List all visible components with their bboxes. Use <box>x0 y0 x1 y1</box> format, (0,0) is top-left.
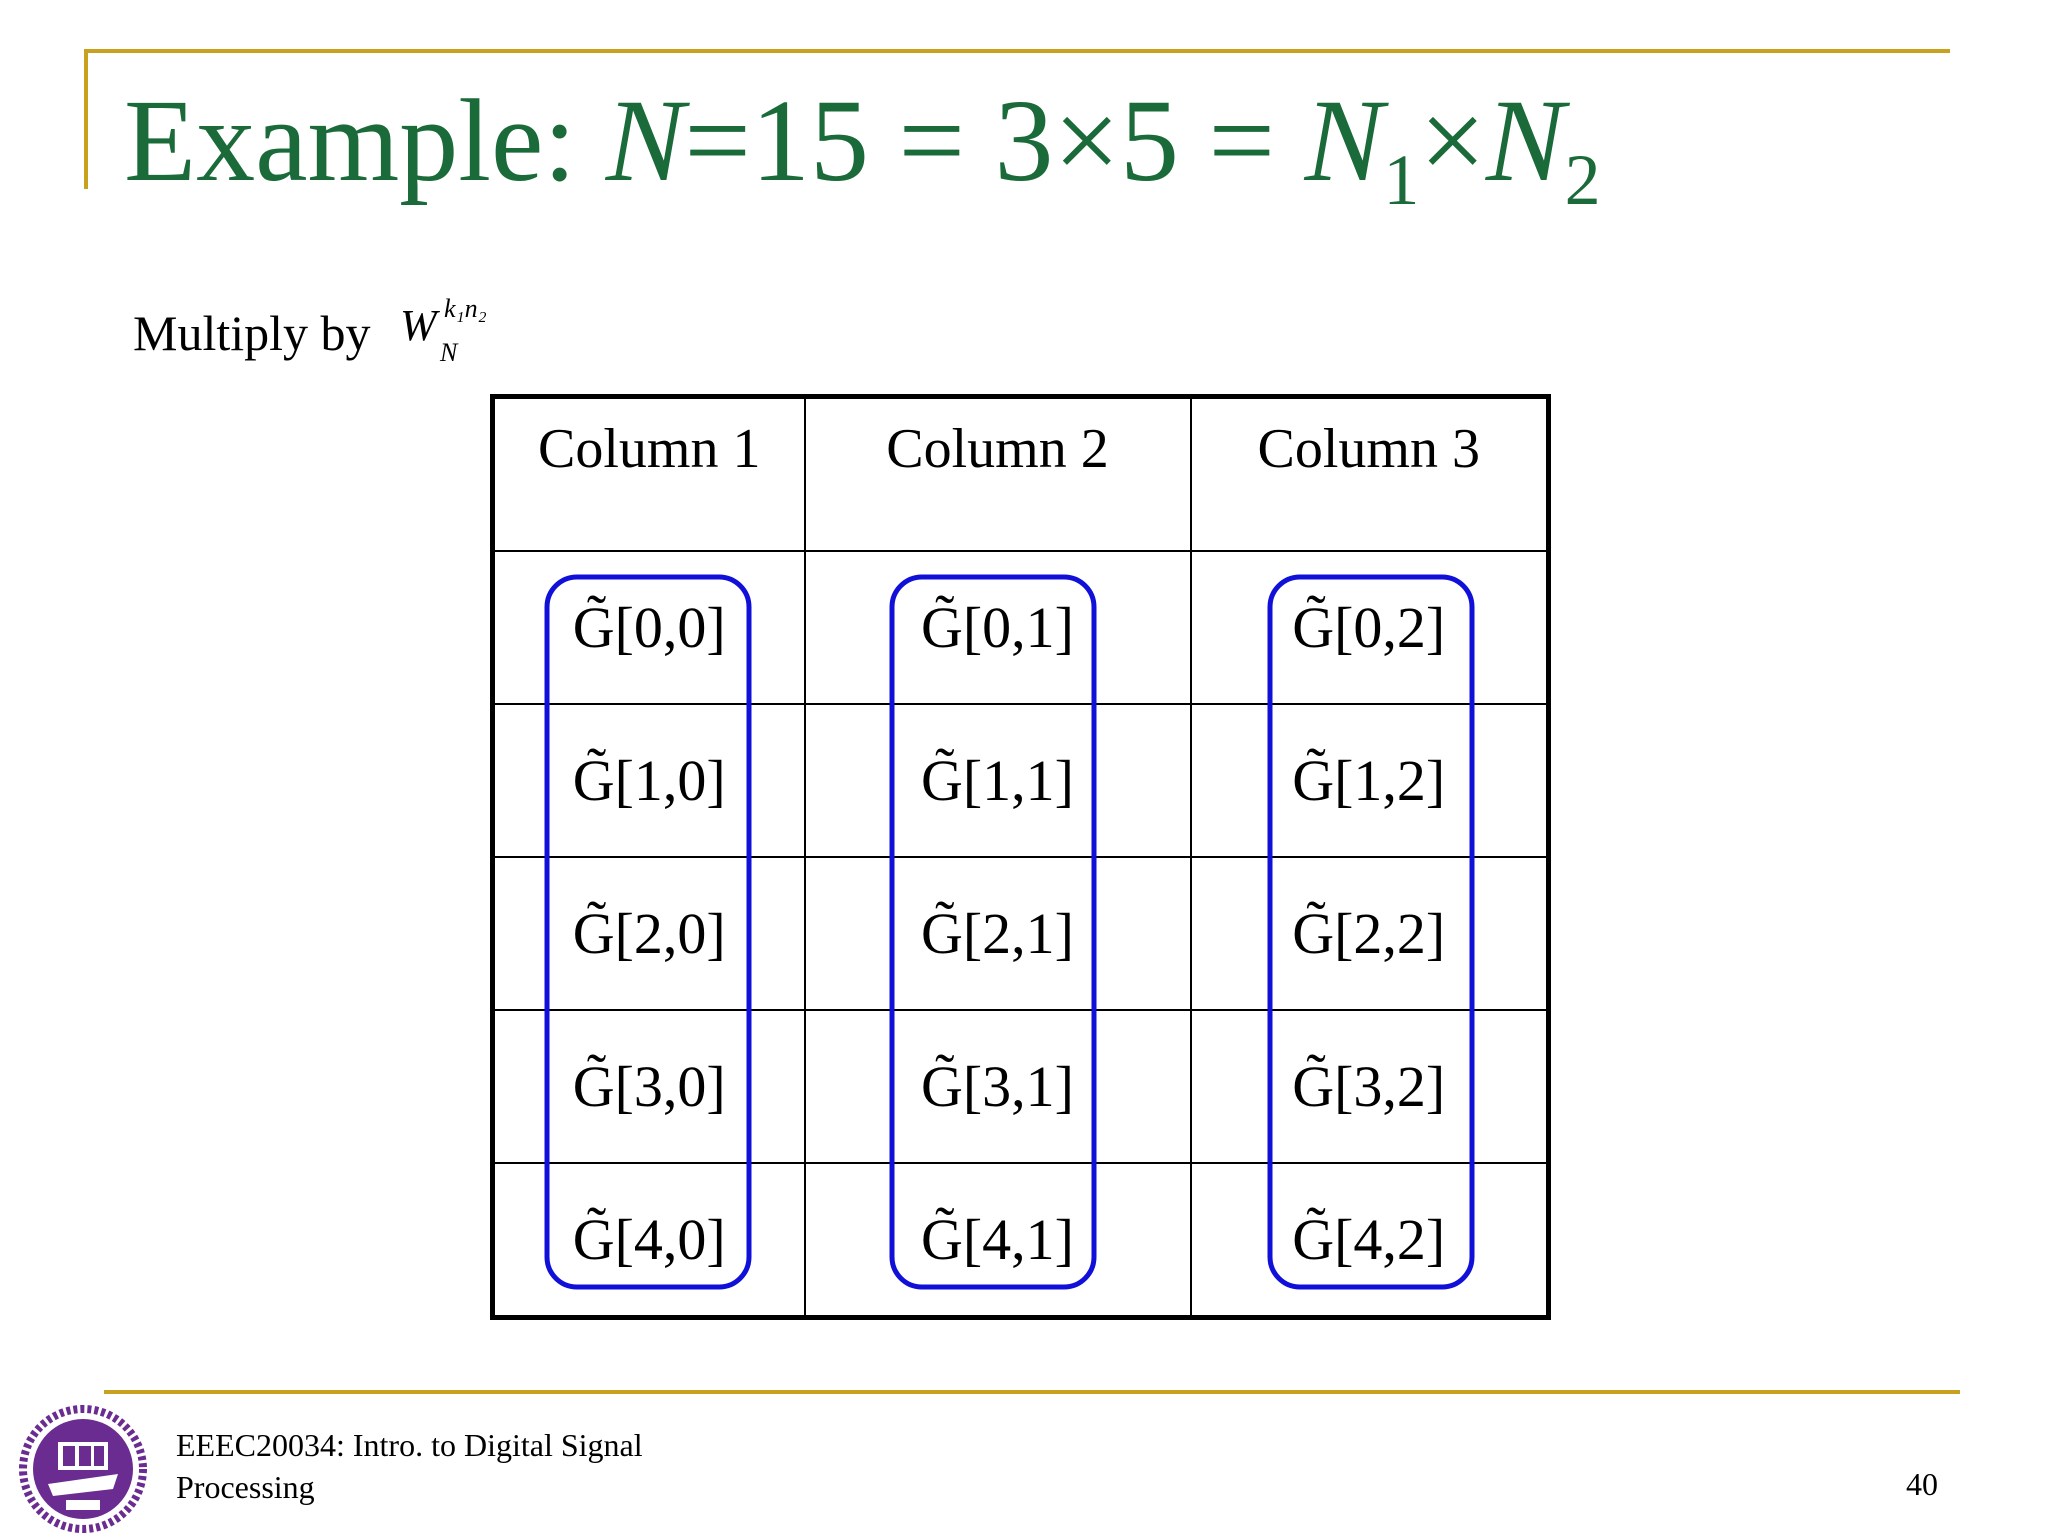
page-number: 40 <box>1906 1466 1938 1502</box>
g-tilde-cell: G̃[0,2] <box>1191 551 1549 704</box>
g-tilde-cell: G̃[0,1] <box>805 551 1191 704</box>
multiply-label: Multiply by <box>133 305 371 361</box>
university-seal-icon <box>18 1404 148 1534</box>
column-header: Column 1 <box>493 397 805 552</box>
g-tilde-cell: G̃[4,2] <box>1191 1163 1549 1318</box>
table-header-row <box>493 397 1549 552</box>
course-name-line-1: EEEC20034: Intro. to Digital Signal <box>176 1427 643 1463</box>
g-tilde-cell: G̃[0,0] <box>493 551 805 704</box>
g-tilde-cell: G̃[4,1] <box>805 1163 1191 1318</box>
g-tilde-cell: G̃[1,2] <box>1191 704 1549 857</box>
g-tilde-table <box>490 394 1551 1320</box>
table-row <box>493 704 1549 857</box>
g-tilde-cell: G̃[3,2] <box>1191 1010 1549 1163</box>
table-row <box>493 1163 1549 1318</box>
table-row <box>493 857 1549 1010</box>
table-row <box>493 1010 1549 1163</box>
slide-title: Example: $N=15 = 3\times 5 = N_1\times N_2$ <box>124 75 1601 220</box>
course-name-line-2: Processing <box>176 1469 315 1505</box>
table-row <box>493 551 1549 704</box>
twiddle-factor <box>400 294 487 367</box>
g-tilde-cell: G̃[2,0] <box>493 857 805 1010</box>
column-header: Column 3 <box>1191 397 1549 552</box>
g-tilde-cell: G̃[3,0] <box>493 1010 805 1163</box>
bottom-rule <box>104 1390 1960 1394</box>
column-header: Column 2 <box>805 397 1191 552</box>
g-tilde-cell: G̃[1,0] <box>493 704 805 857</box>
side-rule <box>84 49 88 189</box>
top-rule <box>86 49 1950 53</box>
twiddle-exponent: k₁n₂ <box>444 294 487 323</box>
twiddle-base: W <box>400 301 437 350</box>
course-name <box>176 1424 776 1508</box>
twiddle-subscript: N <box>440 338 458 367</box>
g-tilde-cell: G̃[1,1] <box>805 704 1191 857</box>
g-tilde-cell: G̃[4,0] <box>493 1163 805 1318</box>
g-tilde-cell: G̃[3,1] <box>805 1010 1191 1163</box>
g-tilde-cell: G̃[2,1] <box>805 857 1191 1010</box>
g-tilde-cell: G̃[2,2] <box>1191 857 1549 1010</box>
